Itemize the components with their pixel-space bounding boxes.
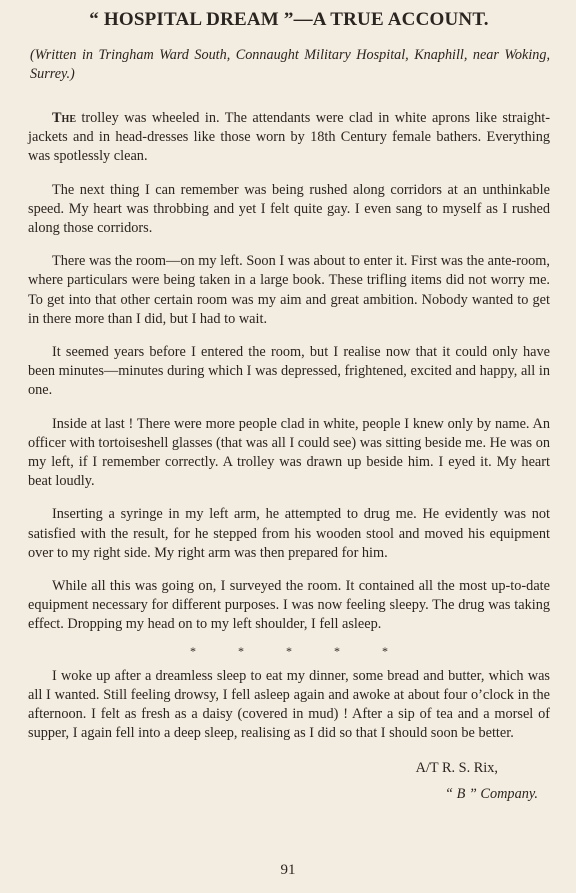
paragraph-7: While all this was going on, I surveyed the room. It contained all the most up-to-date equipment necessary for different purposes. I was now feeling sleepy. The drug was taking effect. Dropping my head on to my left shoulder, I fell asleep. <box>28 578 550 633</box>
lead-word: The <box>52 110 76 126</box>
paragraph-5: Inside at last ! There were more people clad in white, people I knew only by name. An officer with tortoiseshell glasses (that was all I could see) was sitting beside me. He was on my left, if I remember correctly. A trolley was drawn up beside him. I eyed it. My heart beat loudly. <box>28 415 550 490</box>
paragraph-text: trolley was wheeled in. The attendants were clad in white aprons like straight-jackets and in head-dresses like those worn by 18th Century female bathers. Everything was spotlessly clean. <box>28 110 550 165</box>
paragraph-2: The next thing I can remember was being rushed along corridors at an unthinkable speed. My heart was throbbing and yet I felt quite gay. I even sang to myself as I rushed along those corridors. <box>28 181 550 237</box>
separator-star: * <box>382 643 388 658</box>
signature-block <box>28 755 550 807</box>
separator-star: * <box>190 643 196 658</box>
author-name: A/T R. S. Rix, <box>415 760 498 777</box>
article-subtitle: (Written in Tringham Ward South, Connaught Military Hospital, Knaphill, near Woking, Surrey.) <box>30 47 550 82</box>
page-number: 91 <box>280 862 296 878</box>
section-separator <box>28 643 550 659</box>
paragraph-3: There was the room—on my left. Soon I was about to enter it. First was the ante-room, where particulars were being taken in a large book. These trifling items did not worry me. To get into that other certain room was my aim and great ambition. Nobody wanted to get in there more than I did, but I had to wait. <box>28 253 550 327</box>
paragraph-6: Inserting a syringe in my left arm, he attempted to drug me. He evidently was not satisfied with the result, for he stepped from his wooden stool and moved his equipment over to my right side. My right arm was then prepared for him. <box>28 506 550 561</box>
paragraph-1 <box>28 109 550 167</box>
separator-star: * <box>286 643 292 658</box>
paragraph-final: I woke up after a dreamless sleep to eat my dinner, some bread and butter, which was all I wanted. Still feeling drowsy, I fell asleep again and awoke at about four o’clock in the afternoon. I felt as fresh as a daisy (covered in mud) ! After a sip of tea and a morsel of supper, I again fell into a deep sleep, realising as I did so that I should soon be better. <box>28 667 550 742</box>
paragraph-4: It seemed years before I entered the room, but I realise now that it could only have been minutes—minutes during which I was depressed, frightened, excited and happy, all in one. <box>28 344 550 399</box>
article-body <box>28 109 550 743</box>
author-unit: “ B ” Company. <box>445 786 538 803</box>
separator-star: * <box>238 643 244 658</box>
article-title: “ HOSPITAL DREAM ”—A TRUE ACCOUNT. <box>89 9 489 30</box>
separator-star: * <box>334 643 340 658</box>
